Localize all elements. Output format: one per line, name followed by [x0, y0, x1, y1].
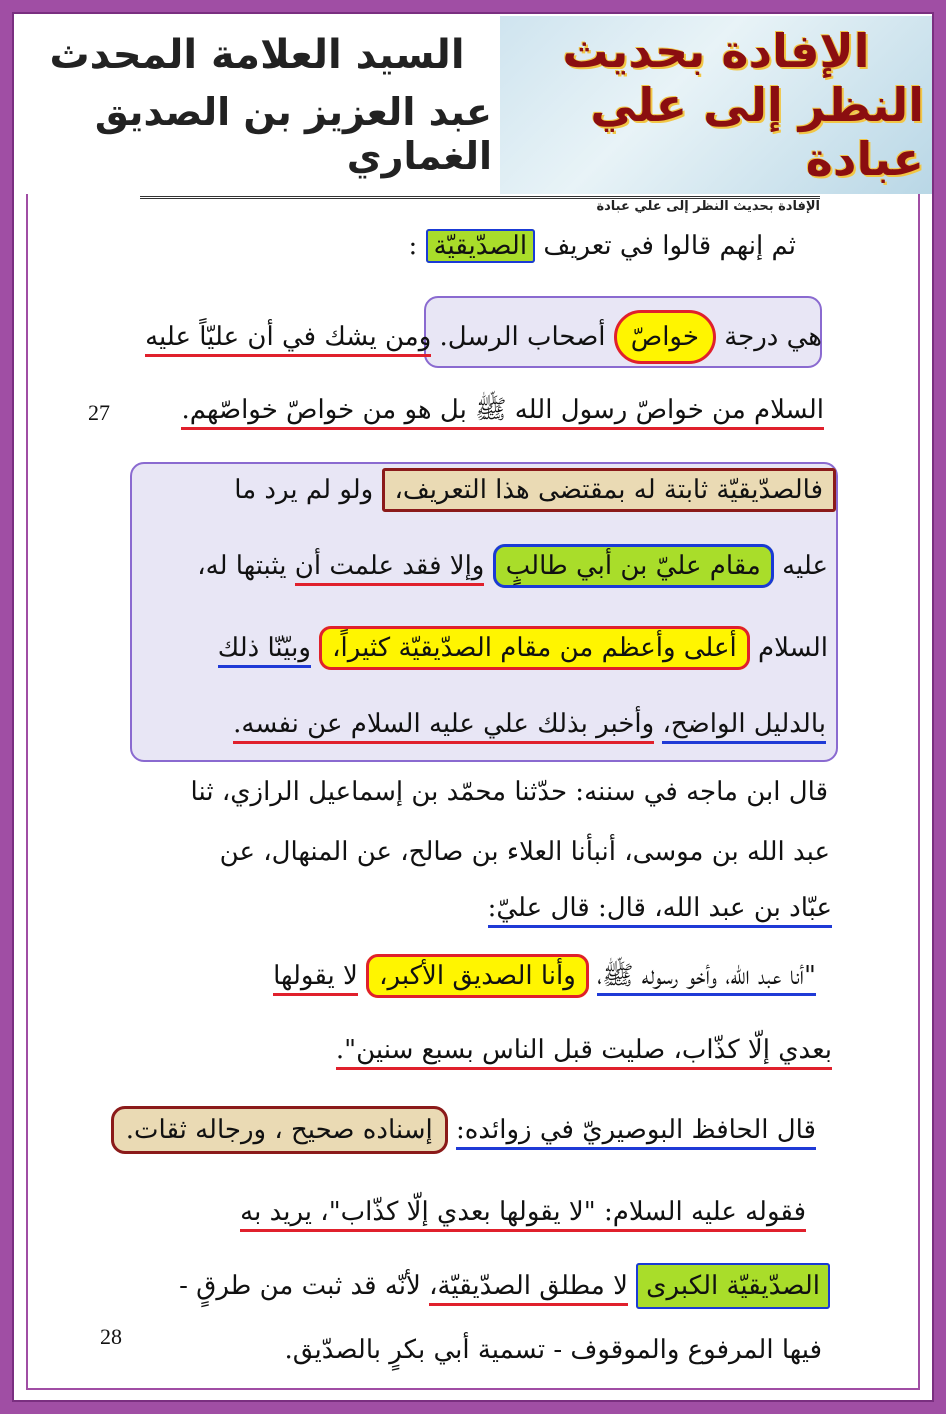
text-line-11: "أنا عبد الله، وأخو رسوله ﷺ، وأنا الصديق الأكبر، لا يقولها: [273, 956, 816, 996]
text-line-3: السلام من خواصّ رسول الله ﷺ بل هو من خواصّ خواصّهم.: [181, 390, 824, 430]
text-line-2: هي درجة خواصّ أصحاب الرسل. ومن يشك في أن عليّاً عليه: [145, 310, 822, 364]
higher-than-siddiqiyya-pill: أعلى وأعظم من مقام الصدّيقيّة كثيراً،: [319, 626, 750, 670]
text-line-16: فيها المرفوع والموقوف - تسمية أبي بكرٍ بالصدّيق.: [284, 1335, 822, 1365]
text-line-5: عليه مقام عليّ بن أبي طالبٍ وإلا فقد علمت أن يثبتها له،: [197, 546, 828, 586]
text-line-15: الصدّيقيّة الكبرى لا مطلق الصدّيقيّة، لأنّه قد ثبت من طرقٍ -: [179, 1266, 830, 1306]
running-header-text: الإفادة بحديث النظر إلى علي عبادة: [596, 199, 820, 214]
khawass-oval: خواصّ: [614, 310, 716, 364]
running-header: [140, 196, 820, 216]
term-siddiqiyya-box: الصدّيقيّة: [426, 229, 536, 263]
text-line-6: السلام أعلى وأعظم من مقام الصدّيقيّة كثيراً، وبيّنّا ذلك: [218, 628, 828, 668]
author-line-1: السيد العلامة المحدث: [49, 32, 465, 78]
title-banner: [14, 16, 932, 194]
text-line-1: ثم إنهم قالوا في تعريف الصدّيقيّة :: [408, 231, 796, 261]
book-title-panel: [500, 16, 932, 194]
text-line-9: عبد الله بن موسى، أنبأنا العلاء بن صالح، عن المنهال، عن: [219, 837, 830, 867]
text-line-10: عبّاد بن عبد الله، قال: قال عليّ:: [488, 888, 832, 928]
definition-statement-box: فالصدّيقيّة ثابتة له بمقتضى هذا التعريف،: [382, 468, 837, 512]
page-number-27: 27: [88, 400, 110, 425]
text-line-4: فالصدّيقيّة ثابتة له بمقتضى هذا التعريف، ولو لم يرد ما: [234, 470, 836, 510]
author-panel: [14, 16, 500, 194]
text-line-12: بعدي إلّا كذّاب، صليت قبل الناس بسبع سنين".: [336, 1030, 832, 1070]
text-line-7: بالدليل الواضح، وأخبر بذلك علي عليه السلام عن نفسه.: [233, 704, 826, 744]
text-line-8: قال ابن ماجه في سننه: حدّثنا محمّد بن إسماعيل الرازي، ثنا: [190, 777, 828, 807]
maqam-ali-pill: مقام عليّ بن أبي طالبٍ: [493, 544, 774, 588]
page-number-28: 28: [100, 1324, 122, 1349]
text-line-13: قال الحافظ البوصيريّ في زوائده: إسناده صحيح ، ورجاله ثقات.: [111, 1110, 816, 1150]
book-title-line-1: الإفادة بحديث: [562, 24, 870, 78]
siddiq-akbar-pill: وأنا الصديق الأكبر،: [366, 954, 589, 998]
book-title-line-2: النظر إلى علي عبادة: [590, 78, 924, 186]
author-line-2: عبد العزيز بن الصديق الغماري: [94, 90, 492, 178]
text-line-14: فقوله عليه السلام: "لا يقولها بعدي إلّا كذّاب"، يريد به: [240, 1192, 806, 1232]
siddiqiyya-kubra-box: الصدّيقيّة الكبرى: [636, 1263, 830, 1309]
isnad-sahih-pill: إسناده صحيح ، ورجاله ثقات.: [111, 1106, 448, 1154]
